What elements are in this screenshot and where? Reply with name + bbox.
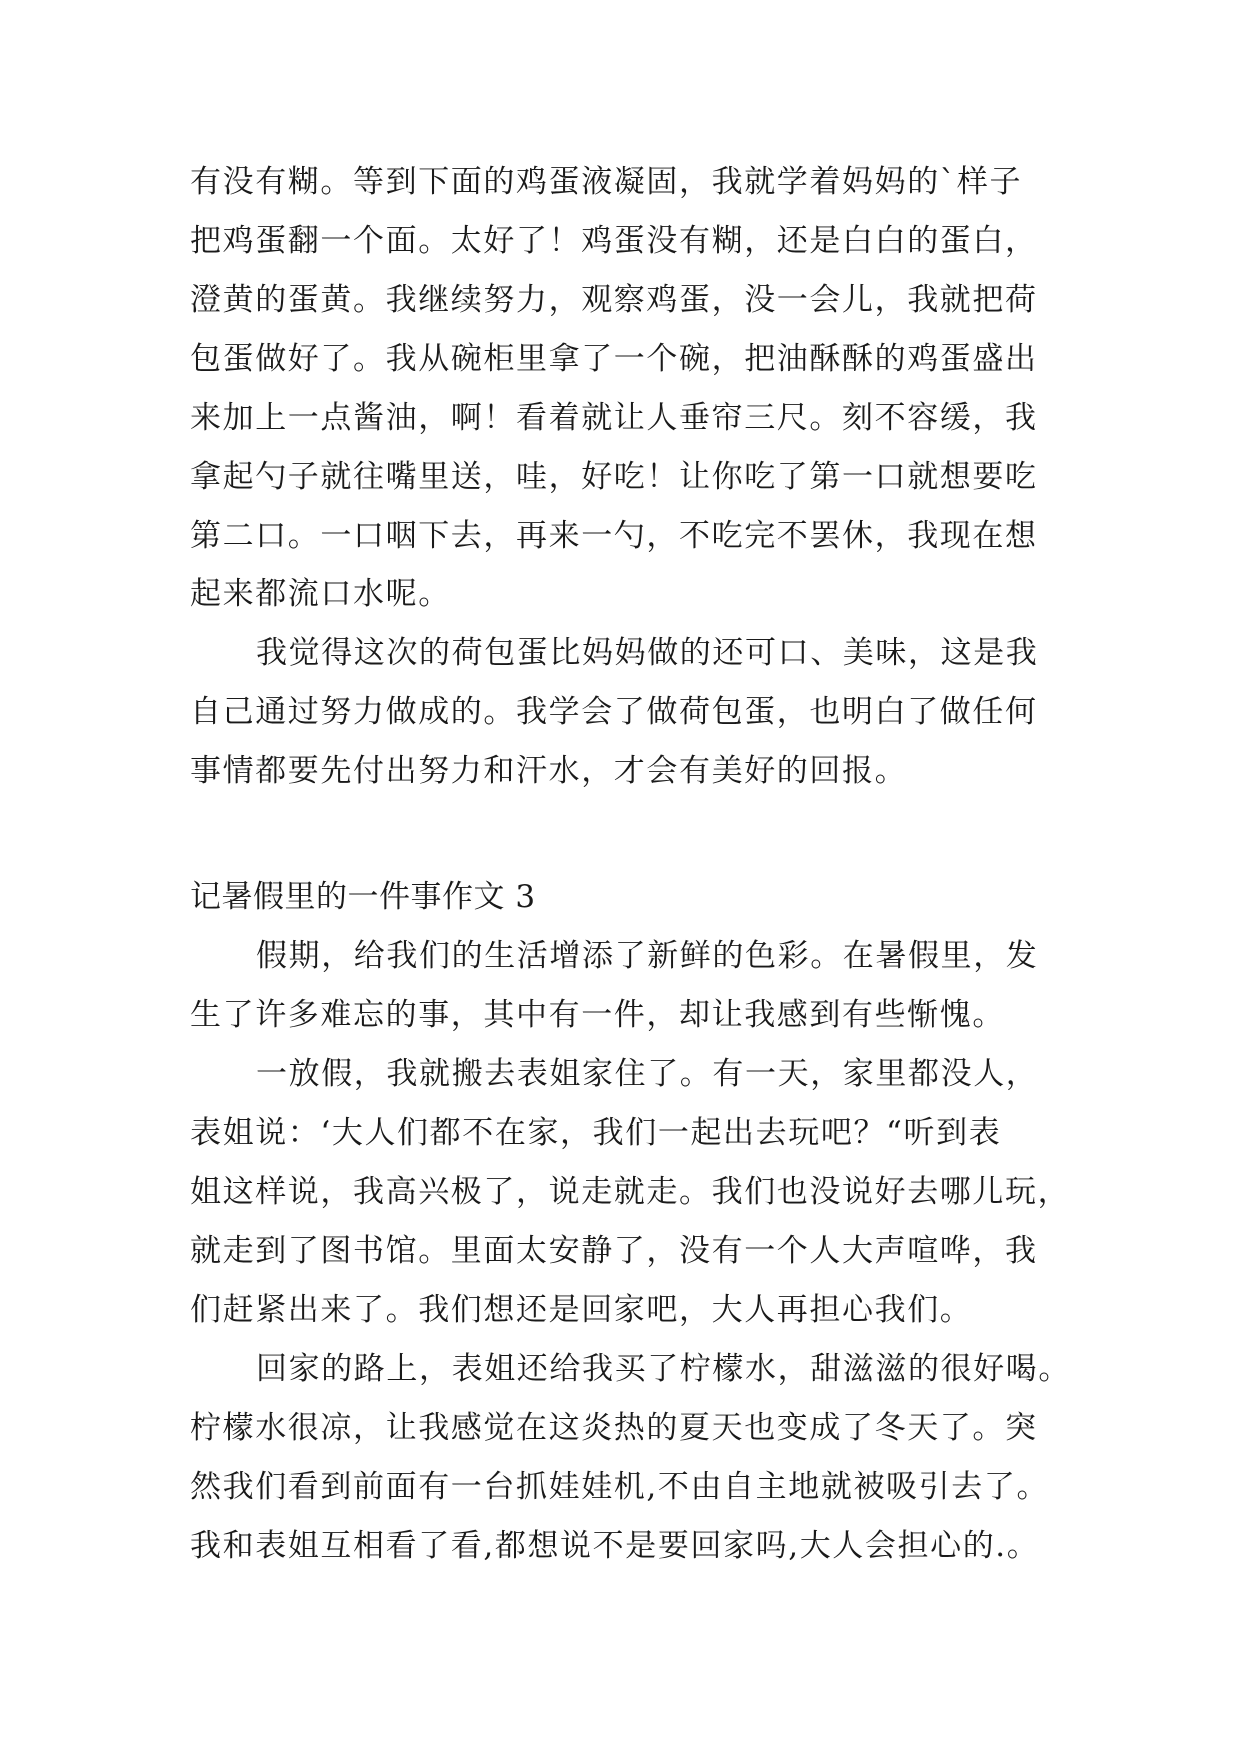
paragraph-line: 假期，给我们的生活增添了新鲜的色彩。在暑假里，发 (256, 938, 1039, 974)
paragraph-line: 起来都流口水呢。 (190, 576, 451, 612)
paragraph-line: 然我们看到前面有一台抓娃娃机,不由自主地就被吸引去了。 (190, 1469, 1050, 1505)
paragraph-line: 表姐说：‘大人们都不在家，我们一起出去玩吧？“听到表 (190, 1115, 1002, 1151)
paragraph-line: 澄黄的蛋黄。我继续努力，观察鸡蛋，没一会儿，我就把荷 (190, 282, 1038, 318)
paragraph-line: 来加上一点酱油，啊！看着就让人垂帘三尺。刻不容缓，我 (190, 400, 1038, 436)
paragraph-line: 自己通过努力做成的。我学会了做荷包蛋，也明白了做任何 (190, 694, 1038, 730)
paragraph-line: 有没有糊。等到下面的鸡蛋液凝固，我就学着妈妈的`样子 (190, 164, 1023, 200)
paragraph-line: 姐这样说，我高兴极了，说走就走。我们也没说好去哪儿玩， (190, 1174, 1071, 1210)
paragraph-line: 就走到了图书馆。里面太安静了，没有一个人大声喧哗，我 (190, 1233, 1038, 1269)
section-heading: 记暑假里的一件事作文 3 (190, 879, 536, 915)
paragraph-line: 把鸡蛋翻一个面。太好了！鸡蛋没有糊，还是白白的蛋白， (190, 223, 1038, 259)
paragraph-line: 第二口。一口咽下去，再来一勺，不吃完不罢休，我现在想 (190, 518, 1038, 554)
paragraph-line: 们赶紧出来了。我们想还是回家吧，大人再担心我们。 (190, 1292, 973, 1328)
paragraph-line: 柠檬水很凉，让我感觉在这炎热的夏天也变成了冬天了。突 (190, 1410, 1038, 1446)
paragraph-line: 我和表姐互相看了看,都想说不是要回家吗,大人会担心的.。 (190, 1528, 1040, 1564)
paragraph-line: 包蛋做好了。我从碗柜里拿了一个碗，把油酥酥的鸡蛋盛出 (190, 341, 1038, 377)
paragraph-line: 一放假，我就搬去表姐家住了。有一天，家里都没人， (256, 1056, 1039, 1092)
paragraph-line: 生了许多难忘的事，其中有一件，却让我感到有些惭愧。 (190, 997, 1005, 1033)
paragraph-line: 回家的路上，表姐还给我买了柠檬水，甜滋滋的很好喝。 (256, 1351, 1071, 1387)
paragraph-line: 拿起勺子就往嘴里送，哇，好吃！让你吃了第一口就想要吃 (190, 459, 1038, 495)
paragraph-line: 我觉得这次的荷包蛋比妈妈做的还可口、美味，这是我 (256, 635, 1039, 671)
paragraph-line: 事情都要先付出努力和汗水，才会有美好的回报。 (190, 753, 908, 789)
